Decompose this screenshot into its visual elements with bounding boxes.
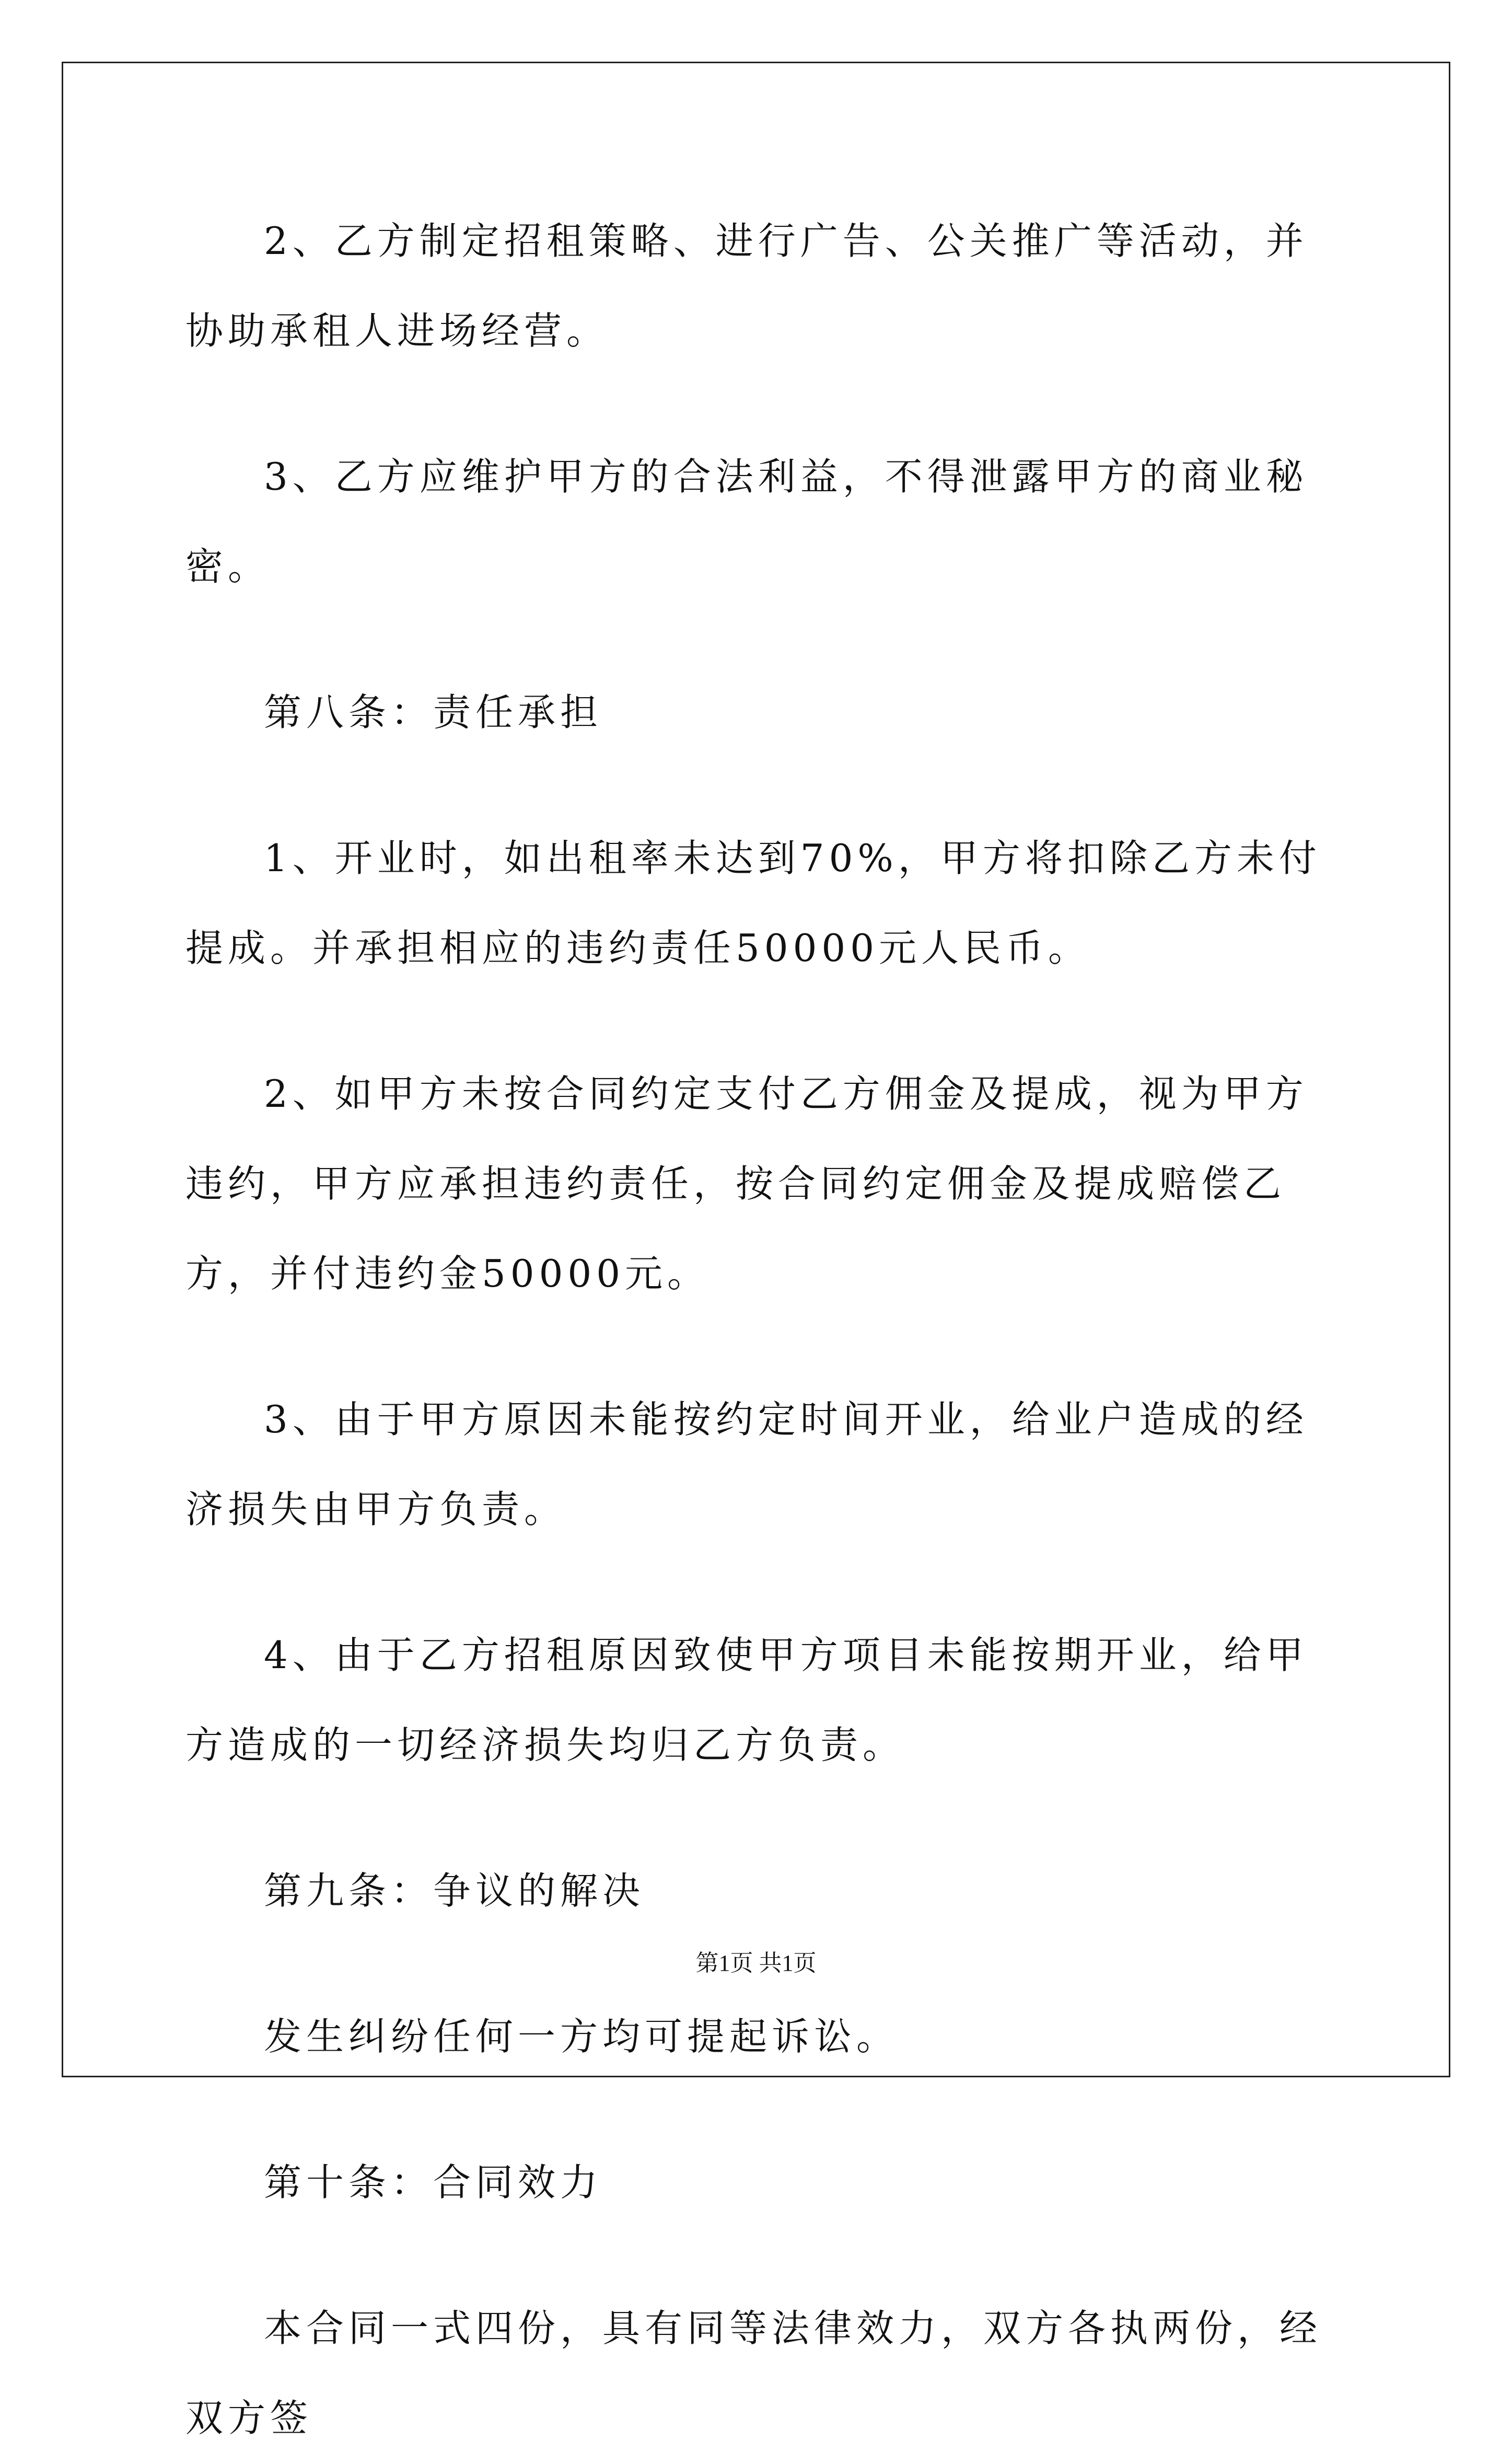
- paragraph-clause-7-item-2: 2、乙方制定招租策略、进行广告、公关推广等活动，并协助承租人进场经营。: [185, 219, 1308, 353]
- paragraph-article-10-body: 本合同一式四份，具有同等法律效力，双方各执两份，经双方签: [185, 2306, 1322, 2440]
- page-number-footer: 第1页 共1页: [695, 1950, 817, 1976]
- paragraph-clause-7-item-3: 3、乙方应维护甲方的合法利益，不得泄露甲方的商业秘密。: [185, 455, 1308, 588]
- paragraph-article-8-item-4: 4、由于乙方招租原因致使甲方项目未能按期开业，给甲方造成的一切经济损失均归乙方负责。: [185, 1633, 1308, 1767]
- paragraph-article-9-body: 发生纠纷任何一方均可提起诉讼。: [264, 2015, 899, 2059]
- paragraph-article-8-item-2: 2、如甲方未按合同约定支付乙方佣金及提成，视为甲方违约，甲方应承担违约责任，按合同约定佣金及提成赔偿乙方，并付违约金50000元。: [185, 1072, 1308, 1296]
- document-body: [185, 196, 1332, 2463]
- paragraph-article-8-item-1: 1、开业时，如出租率未达到70%，甲方将扣除乙方未付提成。并承担相应的违约责任50000元人民币。: [185, 836, 1321, 970]
- heading-article-9: 第九条：争议的解决: [264, 1869, 645, 1913]
- paragraph-article-8-item-3: 3、由于甲方原因未能按约定时间开业，给业户造成的经济损失由甲方负责。: [185, 1397, 1308, 1531]
- heading-article-8: 第八条：责任承担: [264, 690, 603, 734]
- heading-article-10: 第十条：合同效力: [264, 2160, 603, 2204]
